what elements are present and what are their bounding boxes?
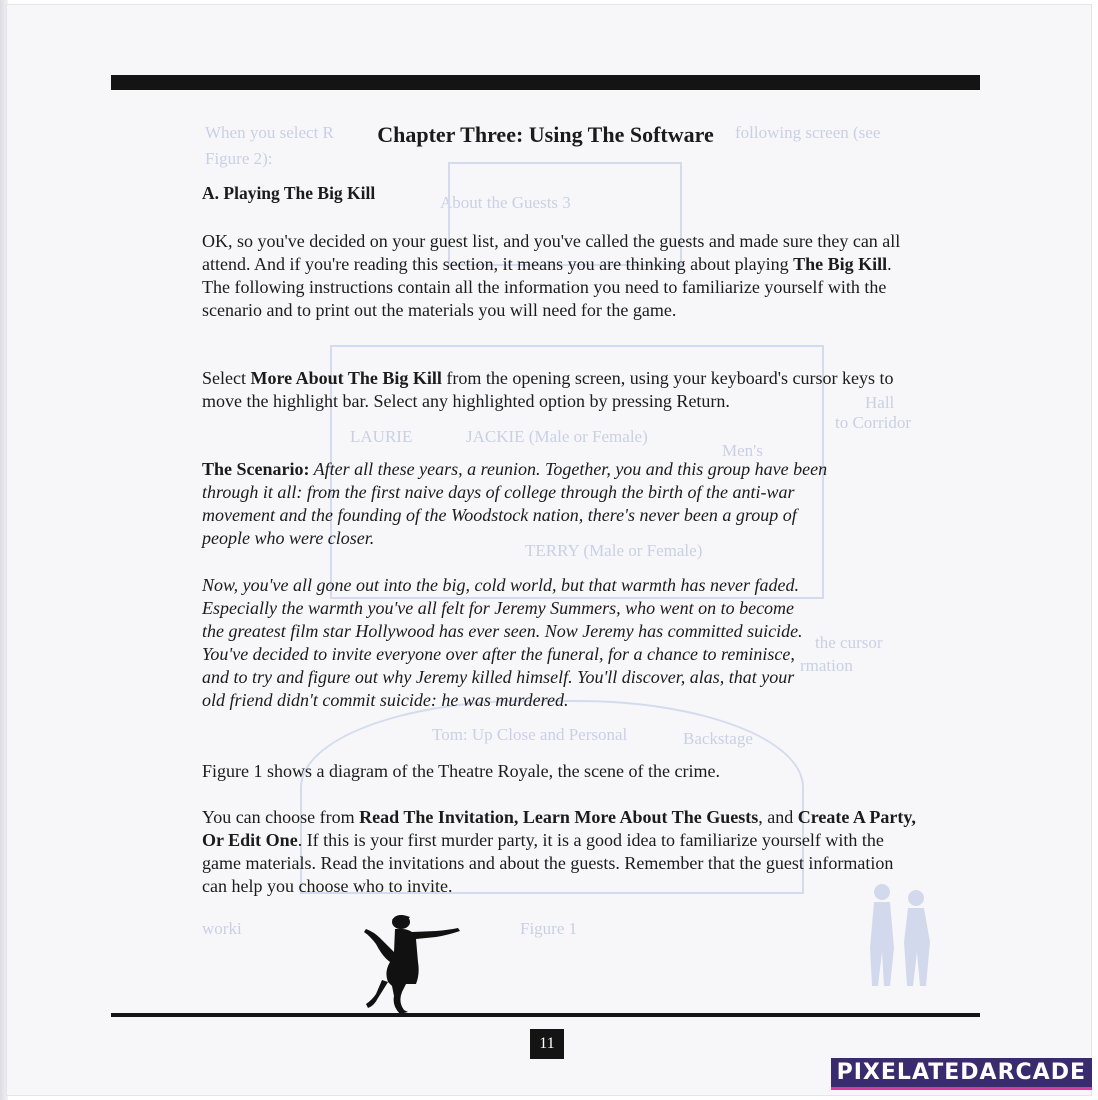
text-run-bold: Read The Invitation, Learn More About The Guests xyxy=(359,807,759,827)
paragraph-scenario-continued xyxy=(202,574,817,712)
text-run-bold: The Big Kill xyxy=(793,254,888,274)
paragraph-intro xyxy=(202,230,922,322)
text-run: OK, so you've decided on your guest list, and you've called the guests and made sure they can all attend. And if you're reading this section, it means you are thinking about playing xyxy=(202,231,901,274)
text-run: You can choose from xyxy=(202,807,360,827)
bleed-text: to Corridor xyxy=(835,413,912,432)
text-run-bold: Create A Party, Or Edit One xyxy=(202,807,916,850)
paragraph-figure-reference xyxy=(202,760,922,783)
bleed-text: the cursor xyxy=(815,633,883,652)
top-rule-bar xyxy=(111,75,980,90)
bleed-text: When you select R xyxy=(205,123,334,142)
text-run-italic: Now, you've all gone out into the big, cold world, but that warmth has never faded. Especially the warmth you've all felt for Jeremy Summers, who went on to become the greatest film star Hollywood has ever seen. Now Jeremy has committed suicide. You've decided to invite everyone over after the funeral, for a chance to reminisce, and to try and figure out why Jeremy killed himself. You'll discover, alas, that your old friend didn't commit suicide: he was murdered. xyxy=(202,575,803,710)
text-run: Select xyxy=(202,368,251,388)
dancing-woman-silhouette-icon xyxy=(362,912,462,1016)
text-run-bold: The Scenario: xyxy=(202,459,310,479)
bleed-text: About the Guests 3 xyxy=(440,193,571,212)
text-run: . The following instructions contain all the information you need to familiarize yourself with the scenario and to print out the materials you will need for the game. xyxy=(202,254,892,320)
bleed-text: Tom: Up Close and Personal xyxy=(432,725,628,744)
bleed-text: following screen (see xyxy=(735,123,881,142)
text-run: Figure 1 shows a diagram of the Theatre Royale, the scene of the crime. xyxy=(202,761,720,781)
text-run-italic: After all these years, a reunion. Together, you and this group have been through it all: from the first naive days of college through the birth of the anti-war movement and the founding of the Woodstock nation, there's never been a group of people who were closer. xyxy=(202,459,828,548)
bleed-text: Figure 1 xyxy=(520,919,578,938)
text-run: from the opening screen, using your keyboard's cursor keys to move the highlight bar. Select any highlighted option by pressing Return. xyxy=(202,368,894,411)
text-run-bold: More About The Big Kill xyxy=(250,368,442,388)
bleed-text: TERRY (Male or Female) xyxy=(525,541,703,560)
bleed-text: JACKIE (Male or Female) xyxy=(466,427,648,446)
bleed-text: worki xyxy=(202,919,242,938)
paragraph-select xyxy=(202,367,922,413)
bleed-text: Backstage xyxy=(683,729,753,748)
bleed-text: Hall xyxy=(865,393,895,412)
section-heading: A. Playing The Big Kill xyxy=(202,183,376,203)
text-run: , and xyxy=(758,807,798,827)
text-run: . If this is your first murder party, it is a good idea to familiarize yourself with the game materials. Read the invitations and about the guests. Remember that the guest information can help you choose who to invite. xyxy=(202,830,894,896)
paragraph-menu-options xyxy=(202,806,922,898)
page-number: 11 xyxy=(530,1029,564,1059)
bleed-text: Figure 2): xyxy=(205,149,273,168)
chapter-title: Chapter Three: Using The Software xyxy=(377,122,714,147)
watermark-logo: PIXELATEDARCADE xyxy=(831,1058,1092,1090)
paragraph-scenario xyxy=(202,458,832,550)
bleed-text: rmation xyxy=(800,656,853,675)
bleed-text: Men's xyxy=(722,441,763,460)
bleed-text: LAURIE xyxy=(350,427,413,446)
bottom-rule-line xyxy=(111,1013,980,1017)
